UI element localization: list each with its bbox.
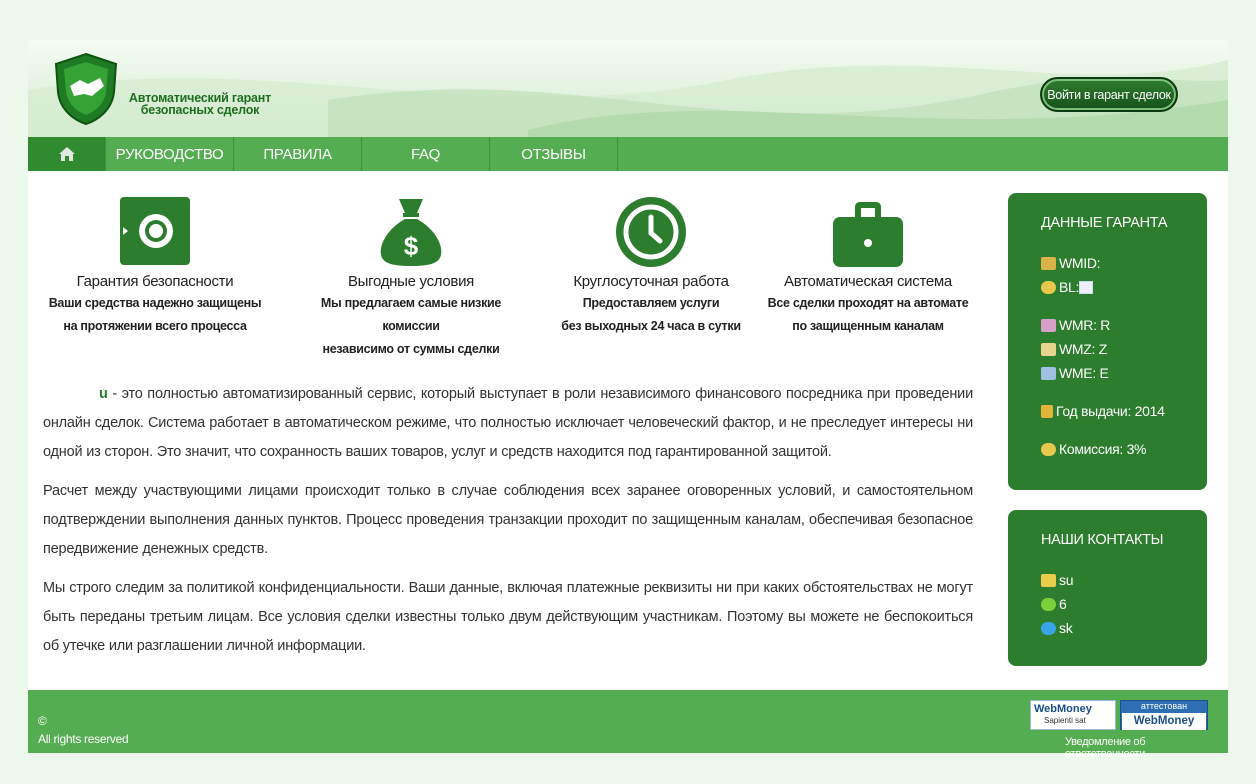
trophy-icon — [1041, 405, 1053, 418]
main-content — [43, 380, 973, 671]
wmr-row — [1041, 313, 1207, 337]
clock-icon — [616, 197, 686, 267]
guarantor-title: ДАННЫЕ ГАРАНТА — [1041, 215, 1168, 231]
feature-desc-line: без выходных 24 часа в сутки — [561, 319, 741, 333]
feature-conditions — [296, 195, 526, 361]
wmid-value[interactable]: WMID: — [1059, 255, 1101, 271]
skype-icon — [1041, 622, 1056, 635]
nav-item-faq[interactable]: FAQ — [362, 137, 490, 171]
skype-row — [1041, 616, 1207, 640]
email-icon — [1041, 574, 1056, 587]
feature-security — [40, 195, 270, 338]
feature-title: Выгодные условия — [347, 273, 475, 290]
contacts-title: НАШИ КОНТАКТЫ — [1041, 532, 1164, 548]
feature-desc-line: Мы предлагаем самые низкие комиссии — [320, 296, 502, 333]
money-bag-icon — [379, 197, 443, 267]
feature-desc-line: Предоставляем услуги — [582, 296, 720, 310]
wme-value[interactable]: WME: E — [1059, 365, 1109, 381]
wmid-icon — [1041, 257, 1056, 270]
footer — [28, 690, 1228, 760]
webmoney-badge-title: WebMoney — [1034, 703, 1092, 715]
copyright-symbol: © — [38, 714, 47, 728]
year-value: Год выдачи: 2014 — [1056, 403, 1165, 419]
page-frame — [28, 40, 1228, 760]
coins-icon — [1041, 443, 1056, 456]
header — [28, 40, 1228, 137]
wmid-row — [1041, 251, 1207, 275]
attested-webmoney-label: WebMoney — [1122, 713, 1206, 730]
feature-automation — [753, 195, 983, 338]
wmz-row — [1041, 337, 1207, 361]
guarantor-panel — [1008, 193, 1207, 490]
email-value[interactable]: su — [1059, 572, 1074, 588]
webmoney-badge-subtitle: Sapienti sat — [1044, 716, 1086, 725]
email-row — [1041, 568, 1207, 592]
nav-item-reviews[interactable]: ОТЗЫВЫ — [490, 137, 618, 171]
wmr-value[interactable]: WMR: R — [1059, 317, 1111, 333]
feature-desc-line: по защищенным каналам — [792, 319, 944, 333]
paragraph-privacy: Мы строго следим за политикой конфиденциальности. Ваши данные, включая платежные реквизиты ни при каких обстоятельствах не могут быть переданы третьим лицам. Все условия сделки известны только двум действующим участникам. Поэтому вы можете не беспокоиться об утечке или разглашении личной информации. — [43, 580, 973, 654]
home-icon — [58, 146, 76, 162]
paragraph-text: - это полностью автоматизированный сервис, который выступает в роли независимого финансового посредника при проведении онлайн сделок. Система работает в автоматическом режиме, что полностью исключает человеческий фактор, и не преследует интересы ни одной из сторон. Это значит, что сохранность ваших товаров, услуг и средств находится под гарантированной защитой. — [43, 386, 973, 460]
webmoney-badge[interactable] — [1030, 700, 1116, 730]
nav-home[interactable] — [28, 137, 106, 171]
feature-24h — [536, 195, 766, 338]
wme-wallet-icon — [1041, 367, 1056, 380]
main-nav — [28, 137, 1228, 171]
icq-icon — [1041, 598, 1056, 611]
feature-desc-line: на протяжении всего процесса — [63, 319, 247, 333]
login-button[interactable]: Войти в гарант сделок — [1040, 77, 1178, 112]
feature-title: Гарантия безопасности — [76, 273, 234, 290]
skype-value[interactable]: sk — [1059, 620, 1073, 636]
bl-icon — [1041, 281, 1056, 294]
bl-row — [1041, 275, 1207, 299]
logo-line-1: Автоматический гарант — [128, 91, 272, 105]
icq-row — [1041, 592, 1207, 616]
paragraph-intro — [43, 380, 973, 467]
attested-label: аттестован — [1140, 701, 1188, 711]
webmoney-attested-badge[interactable] — [1120, 700, 1208, 730]
wmz-wallet-icon — [1041, 343, 1056, 356]
icq-value[interactable]: 6 — [1059, 596, 1067, 612]
logo-shield-icon[interactable] — [54, 52, 118, 126]
commission-value: Комиссия: 3% — [1059, 441, 1147, 457]
feature-desc-line: Ваши средства надежно защищены — [48, 296, 262, 310]
feature-desc-line: Все сделки проходят на автомате — [767, 296, 969, 310]
feature-title: Круглосуточная работа — [573, 273, 729, 290]
year-row — [1041, 399, 1207, 423]
rights-text: All rights reserved — [38, 732, 129, 746]
safe-icon — [120, 197, 190, 267]
logo-line-2: безопасных сделок — [140, 103, 260, 117]
nav-item-rules[interactable]: ПРАВИЛА — [234, 137, 362, 171]
commission-row — [1041, 437, 1207, 461]
wme-row — [1041, 361, 1207, 385]
copyright — [38, 712, 128, 748]
wmz-value[interactable]: WMZ: Z — [1059, 341, 1107, 357]
liability-notice-link[interactable]: Уведомление об ответственности — [1065, 736, 1146, 760]
logo-text — [120, 92, 280, 116]
contacts-panel — [1008, 510, 1207, 666]
nav-item-guide[interactable]: РУКОВОДСТВО — [106, 137, 234, 171]
site-name[interactable]: u — [99, 386, 108, 402]
feature-desc-line: независимо от суммы сделки — [322, 342, 500, 356]
briefcase-icon — [833, 201, 903, 267]
wmr-wallet-icon — [1041, 319, 1056, 332]
paragraph-settlement: Расчет между участвующими лицами происходит только в случае соблюдения всех заранее оговоренных условий, и самостоятельном подтверждении выполнения данных пунктов. Процесс проведения транзакции проходит по защищенным каналам, обеспечивая безопасное передвижение денежных средств. — [43, 483, 973, 557]
svg-text:$: $ — [403, 231, 419, 261]
bl-value: BL: — [1059, 279, 1080, 295]
bl-image — [1079, 281, 1093, 294]
feature-title: Автоматическая система — [784, 273, 952, 290]
